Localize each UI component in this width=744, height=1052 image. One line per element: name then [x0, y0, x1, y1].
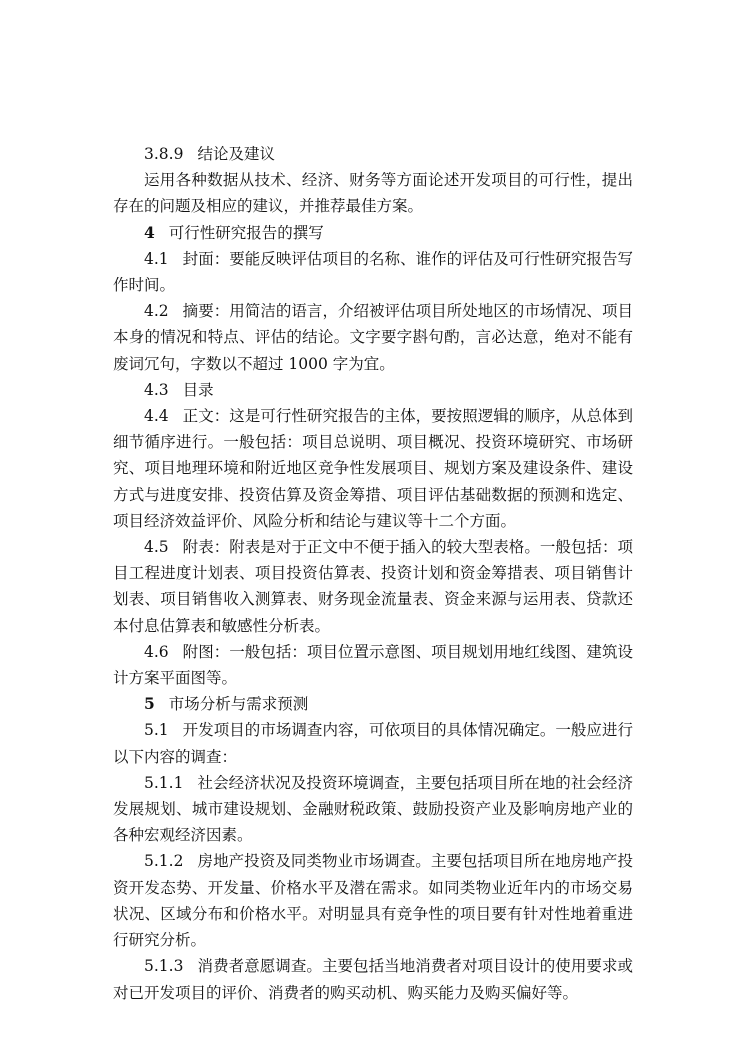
heading-5 [113, 691, 633, 717]
paragraph-text: 摘要：用简洁的语言，介绍被评估项目所处地区的市场情况、项目本身的情况和特点、评估的结论。文字要字斟句酌，言必达意，绝对不能有废词冗句，字数以不超过 1000 字为宜。 [113, 302, 633, 373]
section-number: 4 [144, 222, 155, 242]
paragraph-5-1-2 [113, 848, 633, 953]
section-number: 5.1.3 [144, 957, 184, 976]
paragraph-4-1 [113, 246, 633, 298]
paragraph [113, 167, 633, 219]
section-number: 4.1 [144, 249, 169, 268]
paragraph-text: 附图：一般包括：项目位置示意图、项目规划用地红线图、建筑设计方案平面图等。 [113, 642, 633, 688]
section-number: 4.2 [144, 302, 169, 321]
section-title: 市场分析与需求预测 [168, 695, 309, 714]
section-number: 5.1.2 [144, 852, 184, 871]
paragraph-5-1-3 [113, 953, 633, 1005]
section-number: 5.1 [144, 721, 169, 740]
paragraph-5-1 [113, 717, 633, 769]
section-number: 5 [144, 694, 155, 714]
section-number: 3.8.9 [144, 145, 184, 163]
paragraph-text: 社会经济状况及投资环境调查，主要包括项目所在地的社会经济发展规划、城市建设规划、金融财税政策、鼓励投资产业及影响房地产业的各种宏观经济因素。 [113, 773, 633, 845]
section-title: 可行性研究报告的撰写 [168, 223, 324, 242]
body-text [113, 141, 633, 1006]
section-title: 结论及建议 [197, 145, 275, 163]
section-number: 5.1.1 [144, 773, 184, 792]
paragraph-5-1-1 [113, 770, 633, 849]
paragraph-text: 封面：要能反映评估项目的名称、谁作的评估及可行性研究报告写作时间。 [113, 249, 633, 295]
heading-3-8-9 [113, 141, 633, 167]
section-number: 4.6 [144, 642, 169, 661]
section-number: 4.3 [144, 380, 169, 399]
paragraph-4-6 [113, 639, 633, 691]
paragraph-4-4 [113, 403, 633, 534]
paragraph-4-5 [113, 534, 633, 639]
paragraph-text: 开发项目的市场调查内容，可依项目的具体情况确定。一般应进行以下内容的调查： [113, 721, 633, 766]
section-number: 4.5 [144, 538, 169, 557]
paragraph-4-3 [113, 377, 633, 403]
paragraph-4-2 [113, 298, 633, 377]
paragraph-text: 附表：附表是对于正文中不便于插入的较大型表格。一般包括：项目工程进度计划表、项目投资估算表、投资计划和资金筹措表、项目销售计划表、项目销售收入测算表、财务现金流量表、资金来源与运用表、贷款还本付息估算表和敏感性分析表。 [113, 538, 633, 635]
paragraph-text: 目录 [182, 380, 214, 399]
paragraph-text: 运用各种数据从技术、经济、财务等方面论述开发项目的可行性，提出存在的问题及相应的建议，并推荐最佳方案。 [113, 171, 633, 216]
paragraph-text: 房地产投资及同类物业市场调查。主要包括项目所在地房地产投资开发态势、开发量、价格水平及潜在需求。如同类物业近年内的市场交易状况、区域分布和价格水平。对明显具有竞争性的项目要有针对性地着重进行研究分析。 [113, 852, 633, 950]
section-number: 4.4 [144, 407, 169, 426]
paragraph-text: 正文：这是可行性研究报告的主体，要按照逻辑的顺序，从总体到细节循序进行。一般包括：项目总说明、项目概况、投资环境研究、市场研究、项目地理环境和附近地区竞争性发展项目、规划方案及建设条件、建设方式与进度安排、投资估算及资金筹措、项目评估基础数据的预测和选定、项目经济效益评价、风险分析和结论与建议等十二个方面。 [113, 407, 633, 530]
heading-4 [113, 220, 633, 246]
paragraph-text: 消费者意愿调查。主要包括当地消费者对项目设计的使用要求或对已开发项目的评价、消费者的购买动机、购买能力及购买偏好等。 [113, 957, 633, 1002]
